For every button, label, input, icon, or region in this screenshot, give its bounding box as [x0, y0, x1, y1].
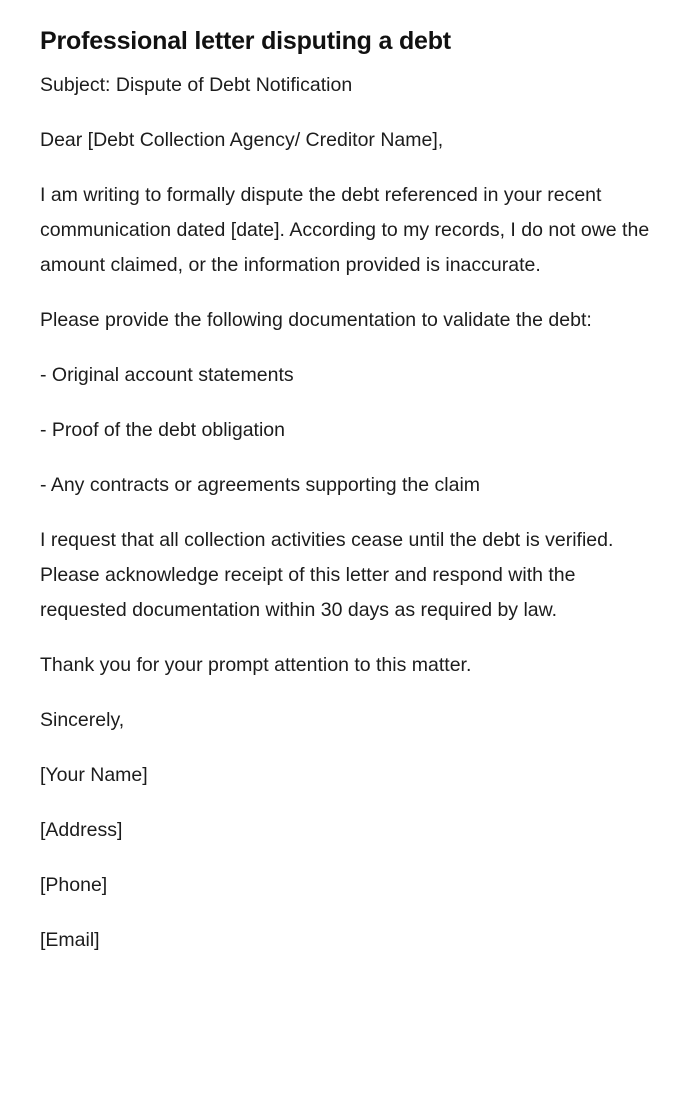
letter-body [40, 68, 650, 978]
salutation: Dear [Debt Collection Agency/ Creditor Name], [40, 129, 444, 151]
intro-paragraph: I am writing to formally dispute the debt referenced in your recent communication dated [date]. According to my records, I do not owe the amount claimed, or the information provided is inaccurate. [40, 184, 650, 276]
signature-phone: [Phone] [40, 874, 108, 896]
signature-name: [Your Name] [40, 764, 148, 786]
signature-email: [Email] [40, 929, 100, 951]
signature-address: [Address] [40, 819, 123, 841]
list-item: - Proof of the debt obligation [40, 419, 285, 441]
cease-request-paragraph: I request that all collection activities cease until the debt is verified. Please acknowledge receipt of this letter and respond with the requested documentation within 30 days as required by law. [40, 529, 614, 621]
documentation-request-paragraph: Please provide the following documentation to validate the debt: [40, 309, 592, 331]
list-item: - Any contracts or agreements supporting the claim [40, 474, 481, 496]
list-item: - Original account statements [40, 364, 294, 386]
thanks-line: Thank you for your prompt attention to this matter. [40, 654, 472, 676]
subject-line: Subject: Dispute of Debt Notification [40, 74, 353, 96]
closing-line: Sincerely, [40, 709, 125, 731]
letter-title: Professional letter disputing a debt [40, 27, 451, 55]
